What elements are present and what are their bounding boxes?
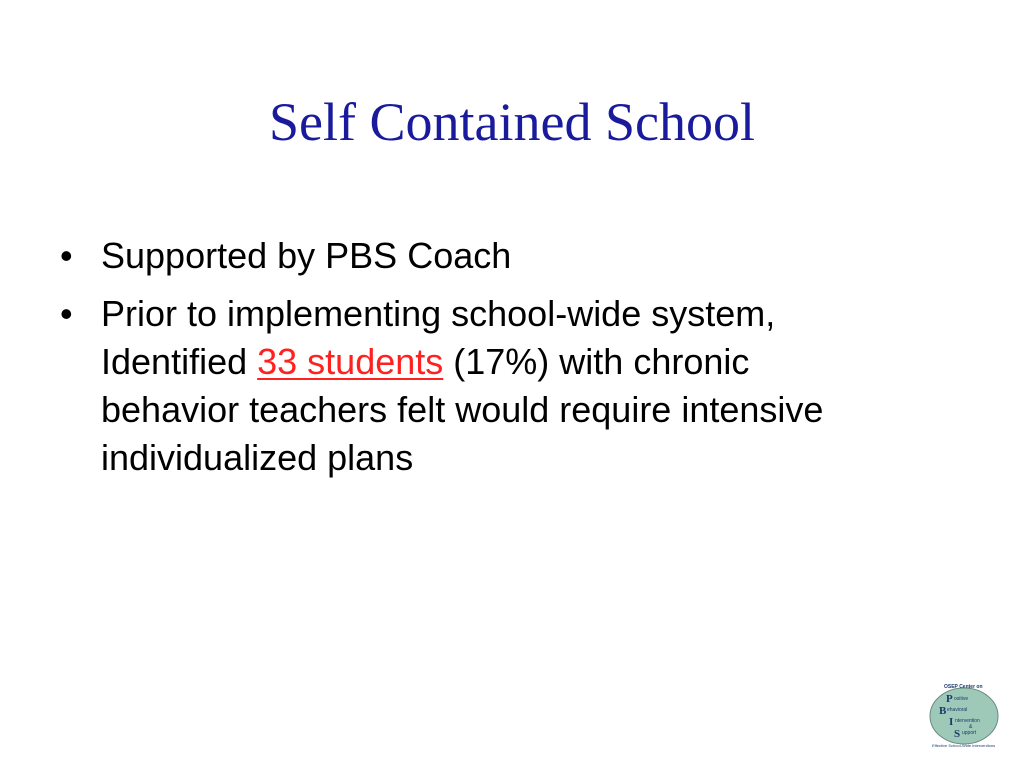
highlight-33-students: 33 students <box>257 341 444 382</box>
bullet-item-supported-by <box>60 232 880 280</box>
logo-word-behavioral: ehavioral <box>947 707 968 713</box>
slide-title: Self Contained School <box>269 92 755 152</box>
logo-top-text: OSEP Center on <box>944 684 983 690</box>
logo-letter-i: I <box>949 716 954 728</box>
logo-letter-b: B <box>939 705 947 717</box>
bullet-list <box>60 232 880 492</box>
bullet-dot-icon: • <box>60 235 73 276</box>
logo-bottom-text: Effective School-Wide Interventions <box>932 743 996 748</box>
bullet-text-before: Prior to implementing school-wide system, Identified <box>101 293 776 382</box>
logo-letter-p: P <box>946 693 953 705</box>
logo-word-positive: ositive <box>954 696 969 702</box>
bullet-item-prior-to-implementing <box>60 290 880 482</box>
bullet-text-after: (17%) with chronic behavior teachers felt would require intensive individualized plans <box>101 341 824 478</box>
logo-word-intervention: ntervention <box>955 718 980 724</box>
logo-ampersand: & <box>969 724 973 730</box>
pbis-logo-icon <box>924 682 1010 748</box>
logo-word-support: upport <box>962 730 977 736</box>
bullet-dot-icon: • <box>60 293 73 334</box>
bullet-text: Supported by PBS Coach <box>101 235 512 276</box>
logo-letter-s: S <box>954 728 961 740</box>
